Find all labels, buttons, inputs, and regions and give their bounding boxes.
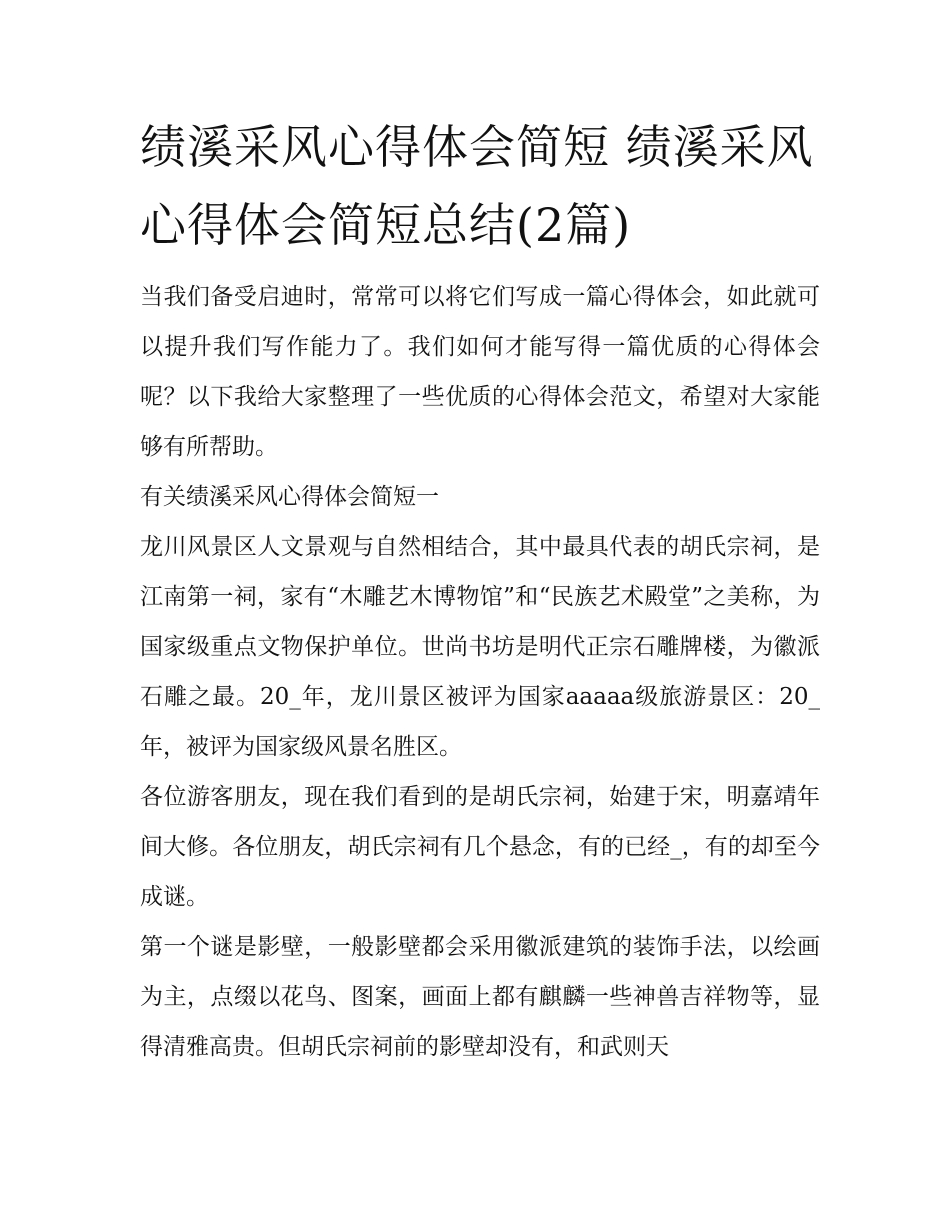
body-paragraph: 第一个谜是影壁，一般影壁都会采用徽派建筑的装饰手法，以绘画为主，点缀以花鸟、图案，画面上都有麒麟一些神兽吉祥物等，显得清雅高贵。但胡氏宗祠前的影壁却没有，和武则天 <box>140 934 820 1060</box>
body-paragraph: 各位游客朋友，现在我们看到的是胡氏宗祠，始建于宋，明嘉靖年间大修。各位朋友，胡氏宗祠有几个悬念，有的已经_，有的却至今成谜。 <box>140 784 820 910</box>
document-page <box>140 108 820 1072</box>
intro-paragraph: 当我们备受启迪时，常常可以将它们写成一篇心得体会，如此就可以提升我们写作能力了。我们如何才能写得一篇优质的心得体会呢？以下我给大家整理了一些优质的心得体会范文，希望对大家能够有所帮助。 <box>140 284 820 460</box>
document-title: 绩溪采风心得体会简短 绩溪采风心得体会简短总结(2篇) <box>140 120 814 252</box>
body-paragraph: 龙川风景区人文景观与自然相结合，其中最具代表的胡氏宗祠，是江南第一祠，家有“木雕艺木博物馆”和“民族艺术殿堂”之美称，为国家级重点文物保护单位。世尚书坊是明代正宗石雕牌楼，为徽派石雕之最。20_年，龙川景区被评为国家aaaaa级旅游景区：20_年，被评为国家级风景名胜区。 <box>140 534 820 760</box>
document-body <box>140 272 820 1072</box>
section-heading: 有关绩溪采风心得体会简短一 <box>140 484 439 510</box>
